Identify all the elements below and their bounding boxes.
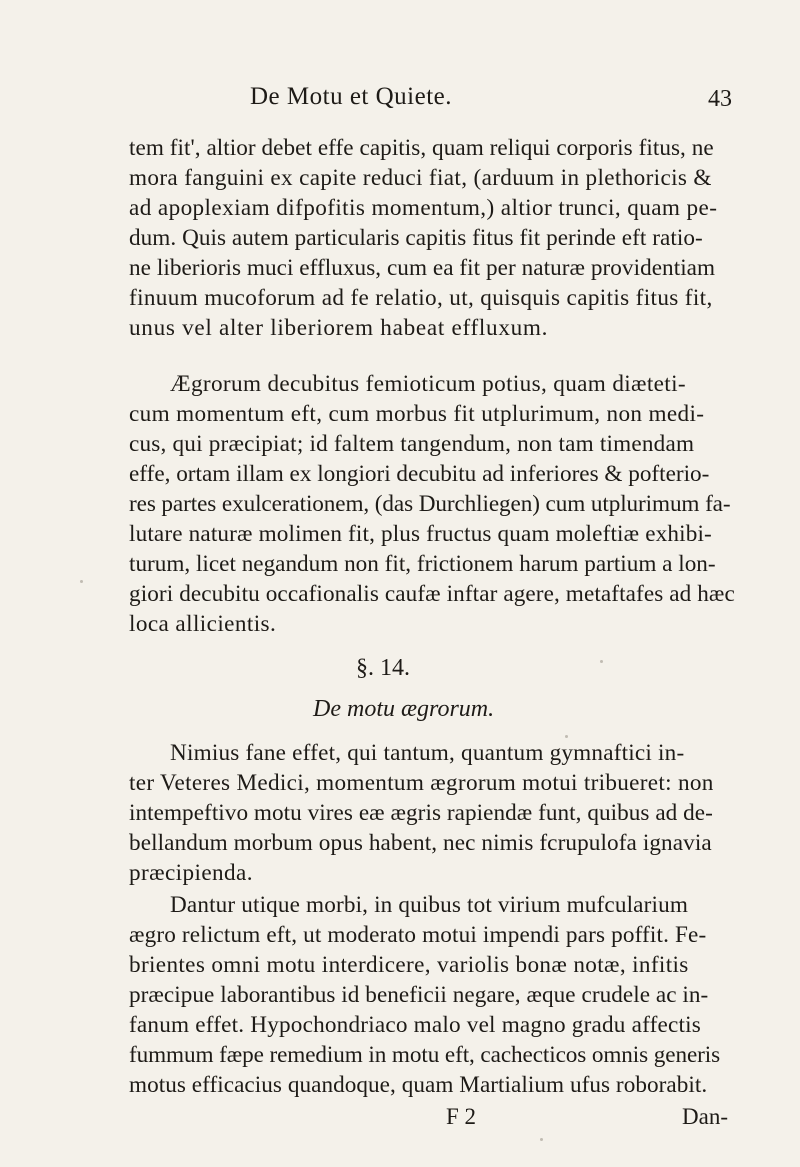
paragraph-4-line-1: Dantur utique morbi, in quibus tot virium mufcularium (170, 892, 689, 918)
paragraph-2-line-4: effe, ortam illam ex longiori decubitu ad inferiores & pofterio- (129, 461, 710, 487)
paper-speck (600, 660, 603, 663)
paragraph-2-line-8: giori decubitu occafionalis caufæ inftar agere, metaftafes ad hæc (129, 581, 735, 607)
paragraph-1-line-4: dum. Quis autem particularis capitis fitus fit perinde eft ratio- (129, 225, 703, 251)
paper-speck (540, 1138, 543, 1141)
paragraph-1-line-3: ad apoplexiam difpofitis momentum,) altior trunci, quam pe- (129, 195, 718, 221)
paragraph-1-line-1: tem fit', altior debet effe capitis, quam reliqui corporis fitus, ne (129, 135, 714, 161)
running-title: De Motu et Quiete. (250, 83, 453, 110)
section-number: §. 14. (356, 655, 410, 681)
paragraph-3-line-5: præcipienda. (129, 860, 253, 886)
paragraph-1-line-6: finuum mucoforum ad fe relatio, ut, quisquis capitis fitus fit, (129, 285, 713, 311)
paper-speck (565, 735, 568, 738)
paragraph-2-line-9: loca allicientis. (129, 611, 277, 637)
paragraph-2-line-5: res partes exulcerationem, (das Durchliegen) cum utplurimum fa- (129, 491, 731, 517)
paragraph-1-line-7: unus vel alter liberiorem habeat effluxum. (129, 315, 549, 341)
paper-speck (80, 580, 83, 583)
paragraph-2-line-6: lutare naturæ molimen fit, plus fructus quam moleftiæ exhibi- (129, 521, 712, 547)
paragraph-3-line-3: intempeftivo motu vires eæ ægris rapiendæ funt, quibus ad de- (129, 800, 713, 826)
paragraph-1-line-2: mora fanguini ex capite reduci fiat, (arduum in plethoricis & (129, 165, 712, 191)
section-title: De motu ægrorum. (313, 696, 495, 722)
catchword: Dan- (682, 1104, 728, 1129)
paragraph-3-line-2: ter Veteres Medici, momentum ægrorum motui tribueret: non (129, 770, 714, 796)
signature-mark: F 2 (446, 1104, 477, 1129)
paragraph-2-line-3: cus, qui præcipiat; id faltem tangendum, non tam timendam (129, 431, 695, 457)
paragraph-2-line-1: Ægrorum decubitus femioticum potius, quam diæteti- (170, 371, 686, 397)
paragraph-1-line-5: ne liberioris muci effluxus, cum ea fit per naturæ providentiam (129, 255, 716, 281)
paragraph-2-line-2: cum momentum eft, cum morbus fit utplurimum, non medi- (129, 401, 705, 427)
paragraph-3-line-4: bellandum morbum opus habent, nec nimis fcrupulofa ignavia (129, 830, 712, 856)
paragraph-4-line-4: præcipue laborantibus id beneficii negare, æque crudele ac in- (129, 982, 709, 1008)
paragraph-4-line-6: fummum fæpe remedium in motu eft, cachecticos omnis generis (129, 1042, 721, 1068)
paragraph-4-line-7: motus efficacius quandoque, quam Martialium ufus roborabit. (129, 1072, 708, 1098)
paragraph-4-line-5: fanum effet. Hypochondriaco malo vel magno gradu affectis (129, 1012, 701, 1038)
page-number: 43 (708, 86, 732, 112)
paragraph-3-line-1: Nimius fane effet, qui tantum, quantum gymnaftici in- (170, 740, 685, 766)
paragraph-4-line-2: ægro relictum eft, ut moderato motui impendi pars poffit. Fe- (129, 922, 707, 948)
paragraph-2-line-7: turum, licet negandum non fit, frictionem harum partium a lon- (129, 551, 716, 577)
paragraph-4-line-3: brientes omni motu interdicere, variolis bonæ notæ, infitis (129, 952, 689, 978)
